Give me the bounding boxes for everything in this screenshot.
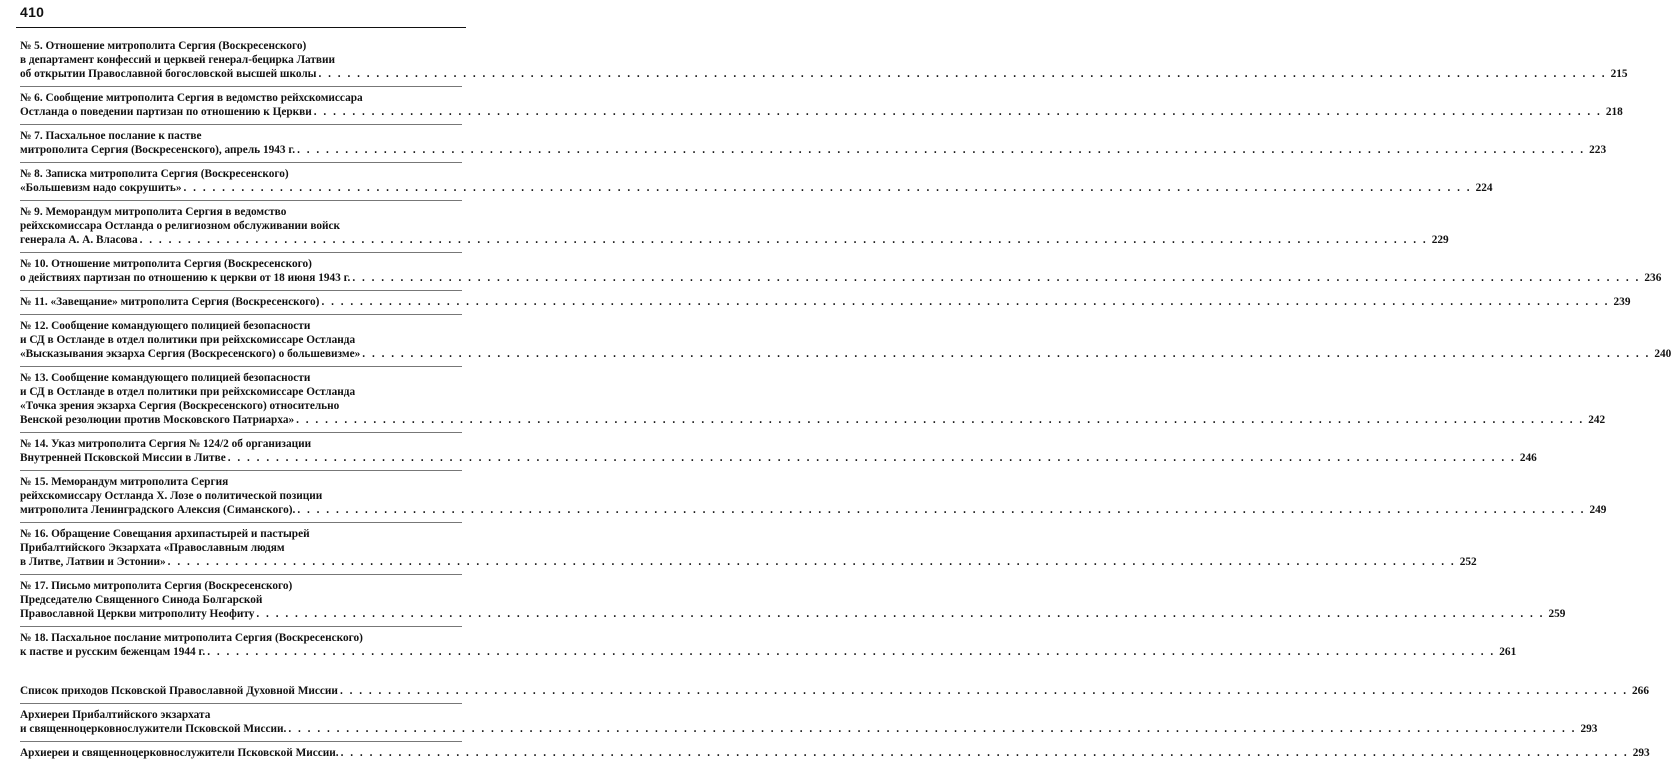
entry-line: № 12. Сообщение командующего полицией безопасности <box>20 320 311 332</box>
toc-entries <box>20 39 1671 664</box>
dot-leader <box>312 105 1604 119</box>
toc-appendix <box>20 684 1650 765</box>
entry-line <box>20 67 1628 81</box>
appendix-entry <box>20 708 1598 742</box>
entry-title-text: генерала А. А. Власова <box>20 234 138 246</box>
entry-title-text: Остланда о поведении партизан по отношению к Церкви <box>20 106 312 118</box>
document-entry <box>20 579 1566 627</box>
entry-line: № 5. Отношение митрополита Сергия (Воскресенского) <box>20 40 307 52</box>
page-number: 410 <box>20 4 45 20</box>
dot-leader <box>295 503 1587 517</box>
document-entry <box>20 91 1623 125</box>
entry-line: № 14. Указ митрополита Сергия № 124/2 об организации <box>20 438 312 450</box>
entry-title-text: № 11. «Завещание» митрополита Сергия (Воскресенского) <box>20 296 320 308</box>
entry-line: и СД в Остланде в отдел политики при рейхскомиссаре Остланда <box>20 334 356 346</box>
entry-line: № 13. Сообщение командующего полицией безопасности <box>20 372 311 384</box>
entry-page-number: 266 <box>1632 685 1649 697</box>
entry-line: Архиереи Прибалтийского экзархата <box>20 709 211 721</box>
entry-page-number: 239 <box>1613 296 1631 308</box>
entry-title-text: Православной Церкви митрополиту Неофиту <box>20 608 255 620</box>
entry-line: № 15. Меморандум митрополита Сергия <box>20 476 229 488</box>
entry-line <box>20 347 1671 361</box>
entry-page-number: 242 <box>1588 414 1606 426</box>
section-gap <box>20 668 462 684</box>
entry-page-number: 249 <box>1589 504 1607 516</box>
dot-leader <box>286 722 1578 736</box>
dot-leader <box>319 295 1611 309</box>
entry-line: № 6. Сообщение митрополита Сергия в ведомство рейхскомиссара <box>20 92 363 104</box>
dot-leader <box>360 347 1652 361</box>
entry-line <box>20 607 1566 621</box>
entry-line <box>20 295 1631 309</box>
entry-line <box>20 451 1537 465</box>
entry-page-number: 224 <box>1475 182 1493 194</box>
dot-leader <box>182 181 1474 195</box>
entry-page-number: 293 <box>1580 723 1598 735</box>
document-entry <box>20 205 1449 253</box>
dot-leader <box>226 451 1518 465</box>
entry-title-text: и священноцерковнослужители Псковской Миссии. <box>20 723 287 735</box>
document-entry <box>20 437 1537 471</box>
document-entry <box>20 129 1607 163</box>
entry-title-text: к пастве и русским беженцам 1944 г. <box>20 646 206 658</box>
document-entry <box>20 295 1631 315</box>
entry-line <box>20 746 1650 760</box>
entry-line <box>20 413 1606 427</box>
entry-title-text: «Высказывания экзарха Сергия (Воскресенского) о большевизме» <box>20 348 361 360</box>
entry-page-number: 246 <box>1519 452 1537 464</box>
entry-title-text: «Большевизм надо сокрушить» <box>20 182 182 194</box>
entry-line: № 9. Меморандум митрополита Сергия в ведомство <box>20 206 287 218</box>
entry-page-number: 240 <box>1654 348 1671 360</box>
entry-page-number: 293 <box>1632 747 1650 759</box>
dot-leader <box>317 67 1609 81</box>
document-entry <box>20 527 1477 575</box>
entry-line: № 17. Письмо митрополита Сергия (Воскресенского) <box>20 580 293 592</box>
entry-title-text: Венской резолюции против Московского Патриарха» <box>20 414 295 426</box>
entry-line <box>20 645 1517 659</box>
entry-line: Прибалтийского Экзархата «Православным людям <box>20 542 285 554</box>
entry-page-number: 215 <box>1610 68 1628 80</box>
dot-leader <box>166 555 1458 569</box>
entry-line <box>20 181 1493 195</box>
entry-line: и СД в Остланде в отдел политики при рейхскомиссаре Остланда <box>20 386 356 398</box>
entry-line <box>20 233 1449 247</box>
entry-title-text: о действиях партизан по отношению к церкви от 18 июня 1943 г. <box>20 272 351 284</box>
entry-page-number: 252 <box>1459 556 1477 568</box>
appendix-entry <box>20 684 1649 704</box>
entry-page-number: 229 <box>1431 234 1449 246</box>
entry-line <box>20 684 1649 698</box>
entry-line <box>20 271 1662 285</box>
entry-line: в департамент конфессий и церквей генерал-бецирка Латвии <box>20 54 336 66</box>
entry-line: рейхскомиссара Остланда о религиозном обслуживании войск <box>20 220 341 232</box>
entry-title-text: Список приходов Псковской Православной Духовной Миссии <box>20 685 338 697</box>
dot-leader <box>205 645 1497 659</box>
entry-line: Председателю Священного Синода Болгарской <box>20 594 263 606</box>
document-entry <box>20 257 1662 291</box>
entry-title-text: об открытии Православной богословской высшей школы <box>20 68 317 80</box>
dot-leader <box>294 413 1586 427</box>
entry-line: № 18. Пасхальное послание митрополита Сергия (Воскресенского) <box>20 632 363 644</box>
document-entry <box>20 39 1628 87</box>
entry-line <box>20 555 1477 569</box>
entry-title-text: в Литве, Латвии и Эстонии» <box>20 556 166 568</box>
dot-leader <box>350 271 1642 285</box>
appendix-entry <box>20 746 1650 765</box>
entry-page-number: 261 <box>1499 646 1517 658</box>
dot-leader <box>338 684 1630 698</box>
header-rule <box>16 27 466 28</box>
entry-page-number: 218 <box>1605 106 1623 118</box>
dot-leader <box>138 233 1430 247</box>
document-entry <box>20 319 1671 367</box>
entry-line <box>20 143 1607 157</box>
entry-line: «Точка зрения экзарха Сергия (Воскресенского) относительно <box>20 400 340 412</box>
entry-title-text: Внутренней Псковской Миссии в Литве <box>20 452 226 464</box>
entry-title-text: митрополита Сергия (Воскресенского), апрель 1943 г. <box>20 144 296 156</box>
entry-page-number: 259 <box>1548 608 1566 620</box>
document-entry <box>20 475 1607 523</box>
dot-leader <box>339 746 1631 760</box>
dot-leader <box>295 143 1587 157</box>
document-entry <box>20 371 1606 433</box>
document-entry <box>20 167 1493 201</box>
table-of-contents <box>20 39 1671 769</box>
entry-line <box>20 722 1598 736</box>
entry-page-number: 223 <box>1589 144 1607 156</box>
document-entry <box>20 631 1517 664</box>
entry-line <box>20 105 1623 119</box>
entry-line: № 16. Обращение Совещания архипастырей и пастырей <box>20 528 310 540</box>
dot-leader <box>254 607 1546 621</box>
entry-page-number: 236 <box>1644 272 1662 284</box>
entry-line: рейхскомиссару Остланда Х. Лозе о политической позиции <box>20 490 323 502</box>
entry-title-text: митрополита Ленинградского Алексия (Симанского). <box>20 504 296 516</box>
entry-title-text: Архиереи и священноцерковнослужители Псковской Миссии. <box>20 747 339 759</box>
entry-line: № 7. Пасхальное послание к пастве <box>20 130 202 142</box>
entry-line: № 10. Отношение митрополита Сергия (Воскресенского) <box>20 258 312 270</box>
entry-line: № 8. Записка митрополита Сергия (Воскресенского) <box>20 168 289 180</box>
entry-line <box>20 503 1607 517</box>
